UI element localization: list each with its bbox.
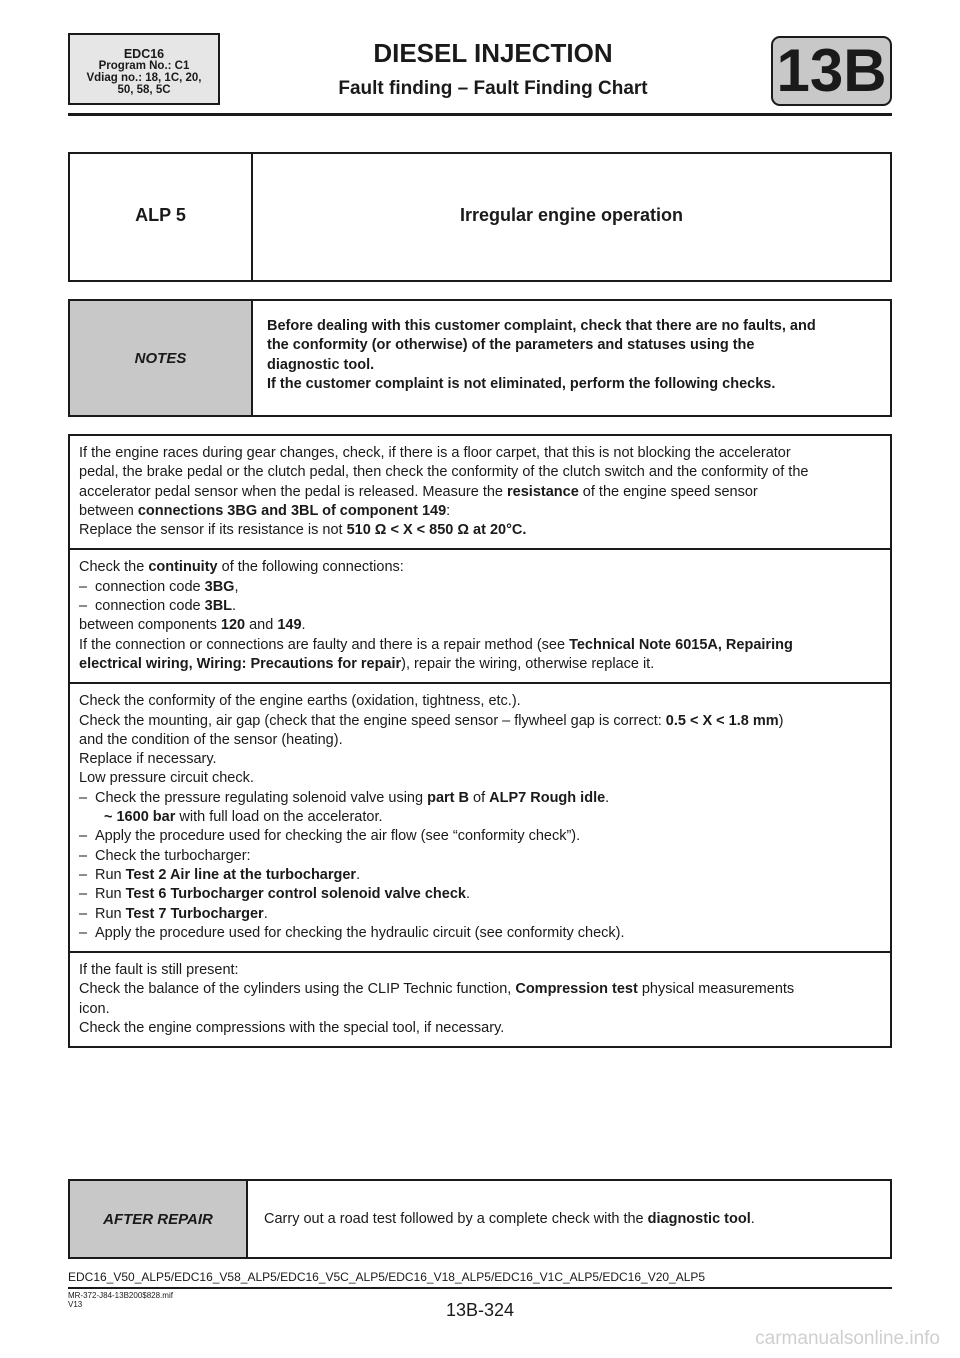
list-dash: – [79, 886, 88, 903]
notes-text [252, 300, 891, 416]
check-block-engine-races [69, 435, 891, 549]
bold-text: 510 Ω < X < 850 Ω at 20°C. [346, 522, 527, 539]
info-line-3: 50, 58, 5C [117, 84, 171, 96]
text-run: . [605, 789, 610, 806]
text-run: of the following connections: [217, 559, 404, 576]
block-line [79, 789, 880, 808]
footer-ref-line: MR-372-J84-13B200$828.mif [68, 1291, 173, 1300]
text-run: Run [95, 886, 126, 903]
block-line [79, 578, 880, 597]
text-run: Run [95, 866, 126, 883]
bold-text: 149 [277, 617, 302, 634]
text-run: Check the turbocharger: [95, 847, 251, 864]
bold-text: electrical wiring, Wiring: Precautions for repair [79, 655, 402, 672]
bold-text: Test 6 Turbocharger control solenoid valve check [125, 886, 466, 903]
text-run: , [234, 578, 239, 595]
text-run: : [446, 502, 451, 519]
text-run: pedal, the brake pedal or the clutch pedal, then check the conformity of the clutch switch and the conformity of the [79, 464, 809, 481]
list-dash: – [79, 598, 88, 615]
list-dash: – [79, 924, 88, 941]
text-run: ) [778, 712, 784, 729]
text-run: Replace the sensor if its resistance is not [79, 522, 347, 539]
block-line [79, 712, 880, 731]
text-run: Carry out a road test followed by a complete check with the [264, 1211, 648, 1227]
list-dash: – [79, 578, 88, 595]
bold-text: part B [427, 789, 469, 806]
block-line [79, 655, 880, 674]
block-line [79, 924, 880, 943]
list-dash: – [79, 905, 88, 922]
footer-divider [68, 1287, 892, 1289]
block-line [79, 597, 880, 616]
text-run: connection code [95, 598, 205, 615]
bold-text: Compression test [515, 981, 638, 998]
block-line [79, 502, 880, 521]
text-run: If the engine races during gear changes, check, if there is a floor carpet, that this is not blocking the accelerator [79, 445, 791, 461]
text-run: Apply the procedure used for checking the air flow (see “conformity check”). [95, 828, 581, 845]
notes-line: Before dealing with this customer complaint, check that there are no faults, and [267, 318, 816, 335]
text-run: Check the mounting, air gap (check that the engine speed sensor – flywheel gap is correct: [79, 712, 666, 729]
block-line [79, 558, 880, 577]
block-line [79, 636, 880, 655]
list-dash: – [79, 828, 88, 845]
text-run: . [750, 1211, 755, 1227]
block-line [79, 905, 880, 924]
page-subtitle: Fault finding – Fault Finding Chart [338, 78, 648, 99]
block-line [79, 769, 880, 788]
text-run: . [263, 905, 268, 922]
block-line [79, 750, 880, 769]
text-run: Run [95, 905, 126, 922]
bold-text: Technical Note 6015A, Repairing [569, 636, 793, 653]
text-run: If the fault is still present: [79, 962, 239, 979]
text-run: . [356, 866, 361, 883]
notes-label: NOTES [69, 300, 252, 416]
list-dash: – [79, 866, 88, 883]
alp-header-table [68, 152, 892, 282]
block-line [79, 1019, 880, 1038]
text-run: Low pressure circuit check. [79, 770, 254, 787]
notes-line: the conformity (or otherwise) of the parameters and statuses using the [267, 337, 755, 354]
text-run: between components [79, 617, 221, 634]
text-run: Replace if necessary. [79, 751, 217, 768]
block-line [79, 808, 880, 827]
text-run: Check the engine compressions with the special tool, if necessary. [79, 1020, 505, 1037]
bold-text: Test 7 Turbocharger [125, 905, 264, 922]
bold-text: Test 2 Air line at the turbocharger [125, 866, 357, 883]
info-line-1: Program No.: C1 [98, 60, 190, 72]
block-line [79, 961, 880, 980]
text-run: . [301, 617, 306, 634]
text-run: Check the pressure regulating solenoid valve using [95, 789, 428, 806]
text-run: of the engine speed sensor [578, 483, 758, 500]
text-run: connection code [95, 578, 205, 595]
text-run: and [245, 617, 278, 634]
text-run: accelerator pedal sensor when the pedal is released. Measure the [79, 483, 508, 500]
block-line [79, 444, 880, 463]
bold-text: 0.5 < X < 1.8 mm [665, 712, 779, 729]
text-run: Check the conformity of the engine earths (oxidation, tightness, etc.). [79, 693, 521, 710]
text-run: ), repair the wiring, otherwise replace it. [401, 655, 655, 672]
block-line [79, 980, 880, 999]
text-run: between [79, 502, 138, 519]
text-run: and the condition of the sensor (heating). [79, 731, 343, 748]
text-run: icon. [79, 1000, 110, 1017]
notes-table [68, 299, 892, 417]
checks-table [68, 434, 892, 1048]
bold-text: ALP7 Rough idle [489, 789, 606, 806]
block-line [79, 827, 880, 846]
after-repair-label: AFTER REPAIR [69, 1180, 247, 1258]
after-repair-table [68, 1179, 892, 1259]
bold-text: continuity [148, 559, 218, 576]
header-divider [68, 113, 892, 116]
block-line [79, 463, 880, 482]
bold-text: connections 3BG and 3BL of component 149 [137, 502, 447, 519]
section-badge: 13B [771, 36, 892, 106]
info-line-2: Vdiag no.: 18, 1C, 20, [86, 72, 202, 84]
notes-line: diagnostic tool. [267, 356, 375, 373]
check-block-conformity [69, 683, 891, 952]
after-repair-text [247, 1180, 891, 1258]
notes-line: If the customer complaint is not eliminated, perform the following checks. [267, 375, 776, 392]
bold-text: diagnostic tool [647, 1211, 751, 1227]
vehicle-info-box [68, 33, 220, 105]
info-line-0: EDC16 [123, 47, 165, 61]
bold-text: 120 [220, 617, 246, 634]
text-run: with full load on the accelerator. [175, 809, 383, 826]
text-run: Check the [79, 559, 149, 576]
bold-text: 3BG [204, 578, 235, 595]
text-run: If the connection or connections are faulty and there is a repair method (see [79, 636, 570, 653]
footer-ref-line: V13 [68, 1300, 83, 1309]
text-run: physical measurements [637, 981, 795, 998]
footer-ref [68, 1291, 173, 1309]
block-line [79, 692, 880, 711]
block-line [79, 521, 880, 540]
text-run: of [469, 789, 490, 806]
block-line [79, 885, 880, 904]
check-block-continuity [69, 549, 891, 683]
block-line [79, 1000, 880, 1019]
page-title: DIESEL INJECTION [373, 38, 613, 68]
list-dash: – [79, 847, 88, 864]
block-line [79, 616, 880, 635]
bold-text: resistance [507, 483, 579, 500]
text-run: Apply the procedure used for checking the hydraulic circuit (see conformity check). [95, 924, 625, 941]
block-line [79, 847, 880, 866]
check-block-fault-present [69, 952, 891, 1047]
block-line [79, 483, 880, 502]
block-line [79, 731, 880, 750]
footer-code: EDC16_V50_ALP5/EDC16_V58_ALP5/EDC16_V5C_ALP5/EDC16_V18_ALP5/EDC16_V1C_ALP5/EDC16_V20_ALP5 [68, 1270, 706, 1284]
text-run: . [232, 598, 237, 615]
text-run: Check the balance of the cylinders using the CLIP Technic function, [79, 981, 516, 998]
bold-text: 3BL [204, 598, 233, 615]
watermark: carmanualsonline.info [755, 1328, 940, 1349]
bold-text: ~ 1600 bar [104, 809, 176, 826]
alp-title: Irregular engine operation [252, 153, 891, 281]
alp-code: ALP 5 [69, 153, 252, 281]
list-dash: – [79, 789, 88, 806]
block-line [79, 866, 880, 885]
page-number: 13B-324 [445, 1300, 515, 1320]
text-run: . [465, 886, 470, 903]
